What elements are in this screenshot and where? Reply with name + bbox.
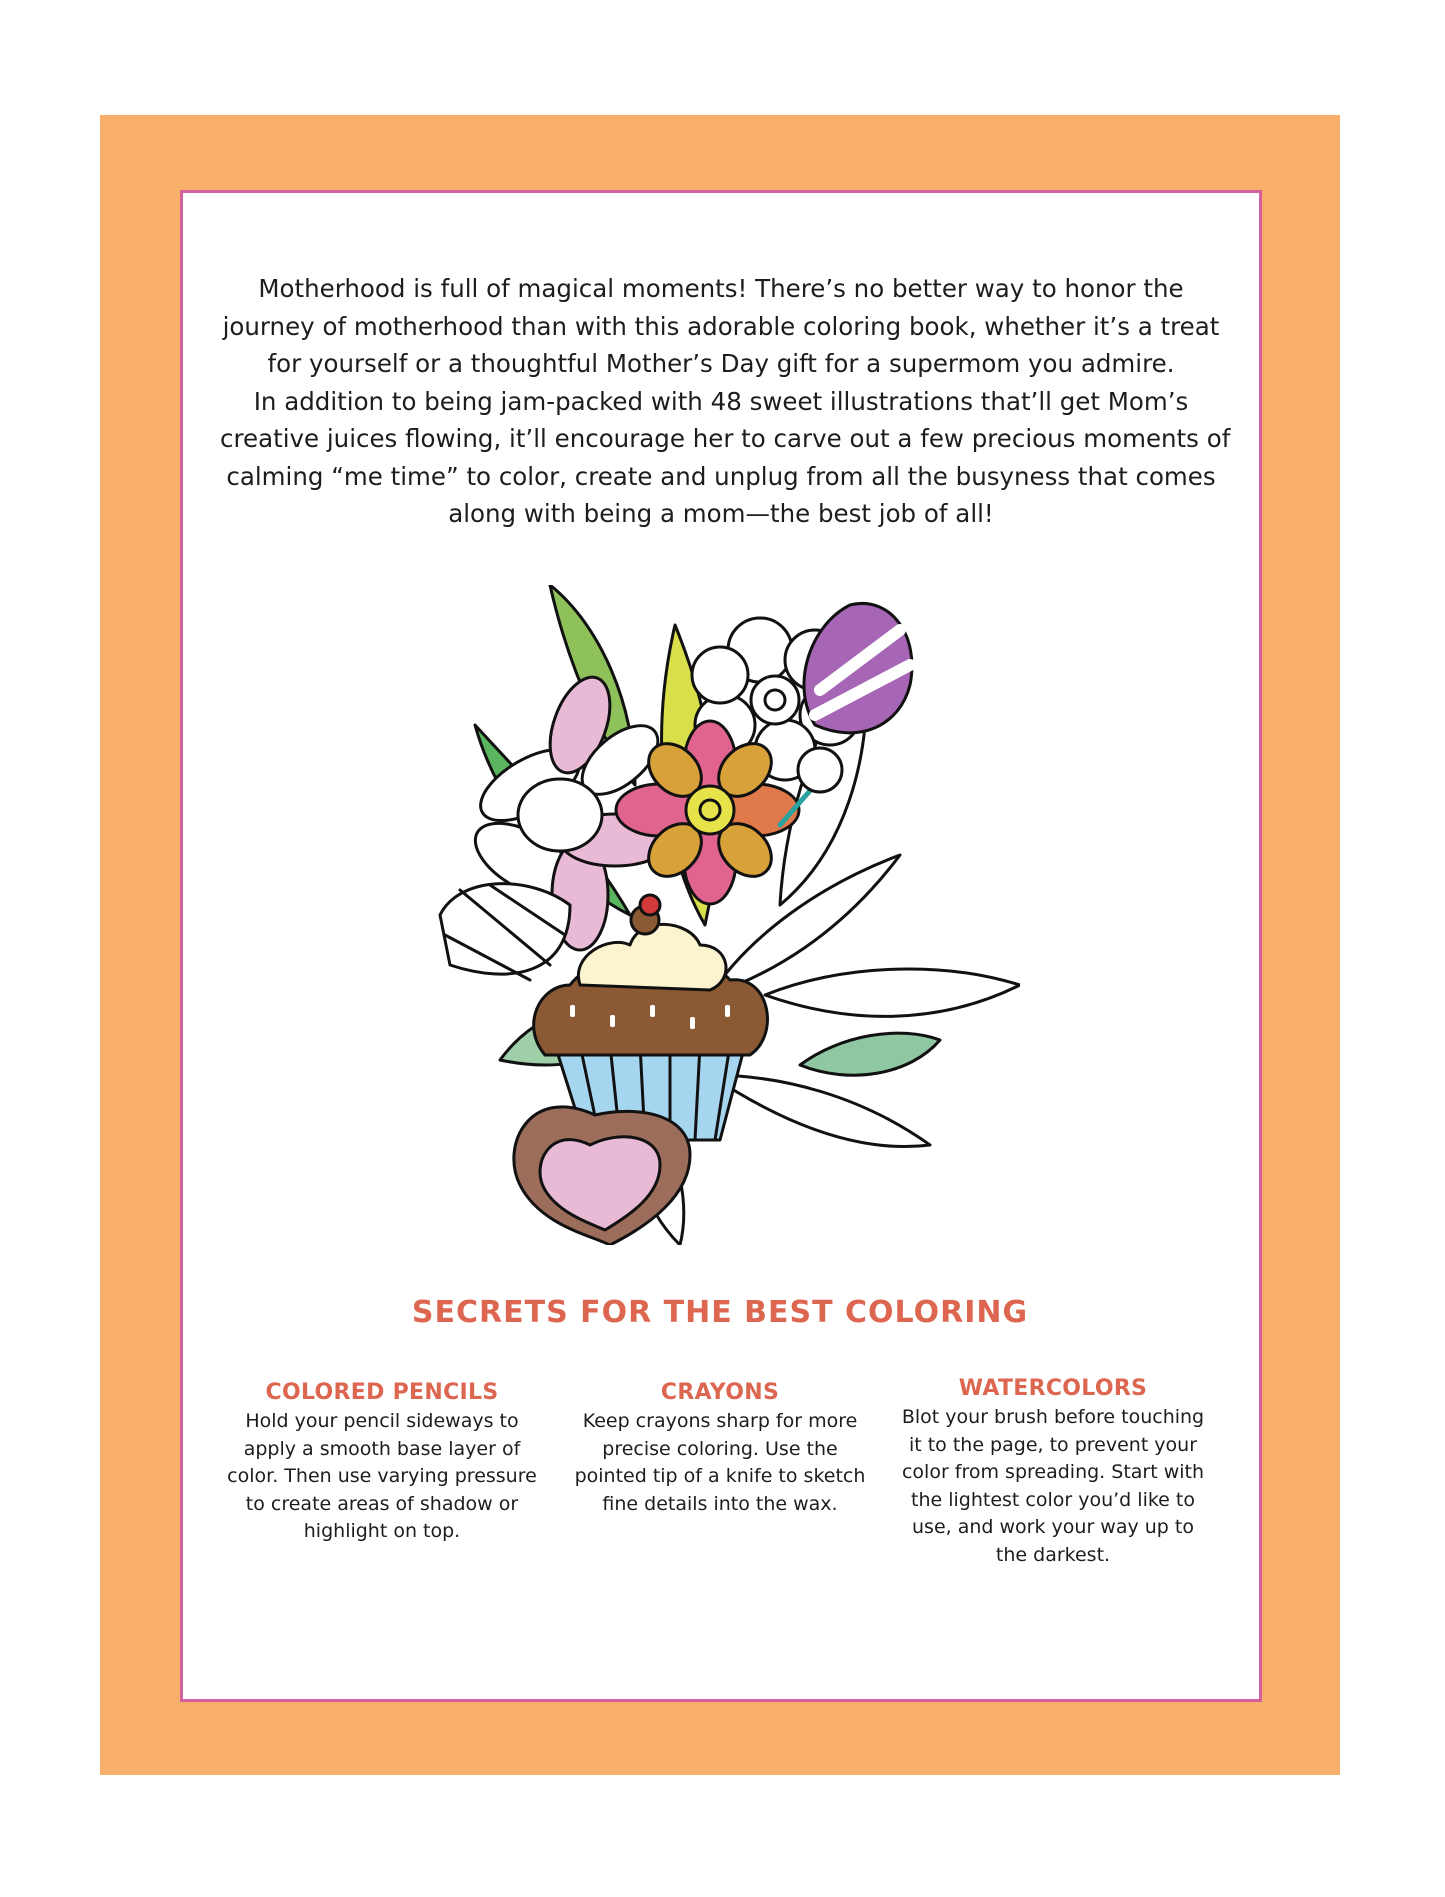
white-leaf-left xyxy=(440,884,570,980)
tip-title: WATERCOLORS xyxy=(958,1376,1148,1401)
tip-line: Blot your brush before touching xyxy=(901,1406,1205,1428)
tip-line: it to the page, to prevent your xyxy=(908,1433,1198,1456)
tip-line: the darkest. xyxy=(995,1543,1111,1566)
secrets-heading: SECRETS FOR THE BEST COLORING xyxy=(411,1295,1029,1330)
tip-line: precise coloring. Use the xyxy=(602,1437,838,1460)
tip-line: Keep crayons sharp for more xyxy=(582,1410,858,1432)
tip-line: the lightest color you’d like to xyxy=(911,1488,1195,1511)
intro-paragraph xyxy=(220,270,1231,533)
tip-title: COLORED PENCILS xyxy=(265,1380,499,1405)
intro-line: journey of motherhood than with this adorable coloring book, whether it’s a treat xyxy=(222,311,1220,341)
tip-line: use, and work your way up to xyxy=(912,1516,1194,1538)
tip-line: Hold your pencil sideways to xyxy=(245,1410,519,1432)
white-leaf xyxy=(710,1075,930,1147)
bouquet-illustration xyxy=(420,585,1020,1245)
tip-line: color. Then use varying pressure xyxy=(227,1465,537,1487)
intro-line: creative juices flowing, it’ll encourage her to carve out a few precious moments of xyxy=(220,424,1231,453)
tip-line: highlight on top. xyxy=(303,1520,461,1542)
tip-body xyxy=(560,1408,880,1518)
intro-line: for yourself or a thoughtful Mother’s Day gift for a supermom you admire. xyxy=(267,349,1175,378)
tip-body xyxy=(222,1408,542,1546)
tip-line: color from spreading. Start with xyxy=(901,1461,1205,1483)
intro-line: In addition to being jam-packed with 48 sweet illustrations that’ll get Mom’s xyxy=(253,386,1189,416)
intro-line: along with being a mom—the best job of all! xyxy=(448,499,994,528)
tip-line: apply a smooth base layer of xyxy=(243,1437,521,1460)
tip-watercolors xyxy=(893,1374,1213,1569)
white-leaf xyxy=(765,969,1020,1016)
tip-colored-pencils xyxy=(222,1378,542,1546)
tip-line: pointed tip of a knife to sketch xyxy=(574,1465,866,1487)
tip-line: to create areas of shadow or xyxy=(245,1492,519,1515)
tip-title: CRAYONS xyxy=(660,1380,780,1405)
tip-crayons xyxy=(560,1378,880,1518)
intro-line: calming “me time” to color, create and unplug from all the busyness that comes xyxy=(226,461,1216,491)
sage-leaf xyxy=(800,1033,940,1075)
tip-line: fine details into the wax. xyxy=(602,1492,838,1515)
intro-line: Motherhood is full of magical moments! There’s no better way to honor the xyxy=(258,274,1184,303)
tip-body xyxy=(893,1404,1213,1569)
